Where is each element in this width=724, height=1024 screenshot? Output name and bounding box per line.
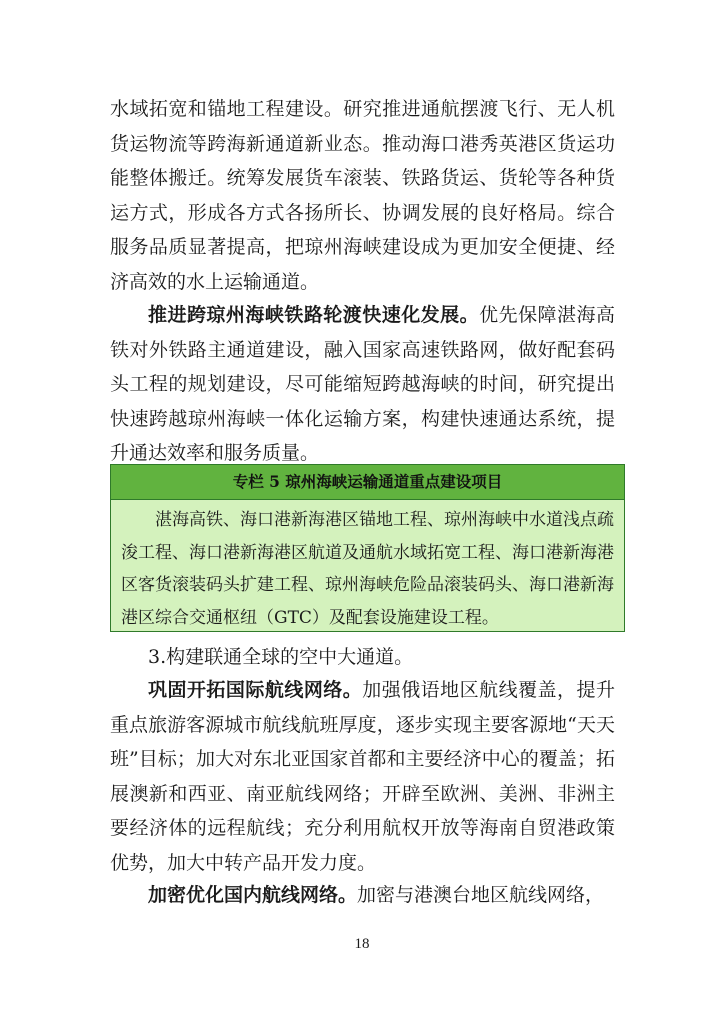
paragraph-1 xyxy=(110,92,615,300)
page-number: 18 xyxy=(354,936,370,952)
paragraph-4-lead: 加密优化国内航线网络。 xyxy=(148,884,358,906)
section-heading-block xyxy=(110,640,615,675)
paragraph-1-text: 水域拓宽和锚地工程建设。研究推进通航摆渡飞行、无人机货运物流等跨海新通道新业态。推动海口港秀英港区货运功能整体搬迁。统筹发展货车滚装、铁路货运、货轮等各种货运方式，形成各方式各扬所长、协调发展的良好格局。综合服务品质显著提高，把琼州海峡建设成为更加安全便捷、经济高效的水上运输通道。 xyxy=(110,98,615,293)
paragraph-3-text xyxy=(110,673,615,881)
feature-box xyxy=(110,464,625,632)
paragraph-3-body: 加强俄语地区航线覆盖，提升重点旅游客源城市航线航班厚度，逐步实现主要客源地“天天班”目标；加大对东北亚国家首都和主要经济中心的覆盖；拓展澳新和西亚、南亚航线网络；开辟至欧洲、美洲、非洲主要经济体的远程航线；充分利用航权开放等海南自贸港政策优势，加大中转产品开发力度。 xyxy=(110,679,615,874)
paragraph-2-body: 优先保障湛海高铁对外铁路主通道建设，融入国家高速铁路网，做好配套码头工程的规划建设，尽可能缩短跨越海峡的时间，研究提出快速跨越琼州海峡一体化运输方案，构建快速通达系统，提升通达效率和服务质量。 xyxy=(110,304,615,465)
feature-box-body xyxy=(111,500,624,634)
section-heading: 3.构建联通全球的空中大通道。 xyxy=(148,646,414,668)
paragraph-4-body: 加密与港澳台地区航线网络， xyxy=(357,884,605,906)
paragraph-2-lead: 推进跨琼州海峡铁路轮渡快速化发展。 xyxy=(148,304,480,326)
paragraph-3-lead: 巩固开拓国际航线网络。 xyxy=(148,679,363,701)
paragraph-4-text xyxy=(110,878,615,913)
paragraph-2-text xyxy=(110,298,615,471)
feature-box-title: 专栏 5 琼州海峡运输通道重点建设项目 xyxy=(111,465,624,500)
paragraph-2 xyxy=(110,298,615,471)
paragraph-4 xyxy=(110,878,615,913)
feature-box-text: 湛海高铁、海口港新海港区锚地工程、琼州海峡中水道浅点疏浚工程、海口港新海港区航道及通航水域拓宽工程、海口港新海港区客货滚装码头扩建工程、琼州海峡危险品滚装码头、海口港新海港区综合交通枢纽（GTC）及配套设施建设工程。 xyxy=(121,510,614,628)
paragraph-3 xyxy=(110,673,615,881)
